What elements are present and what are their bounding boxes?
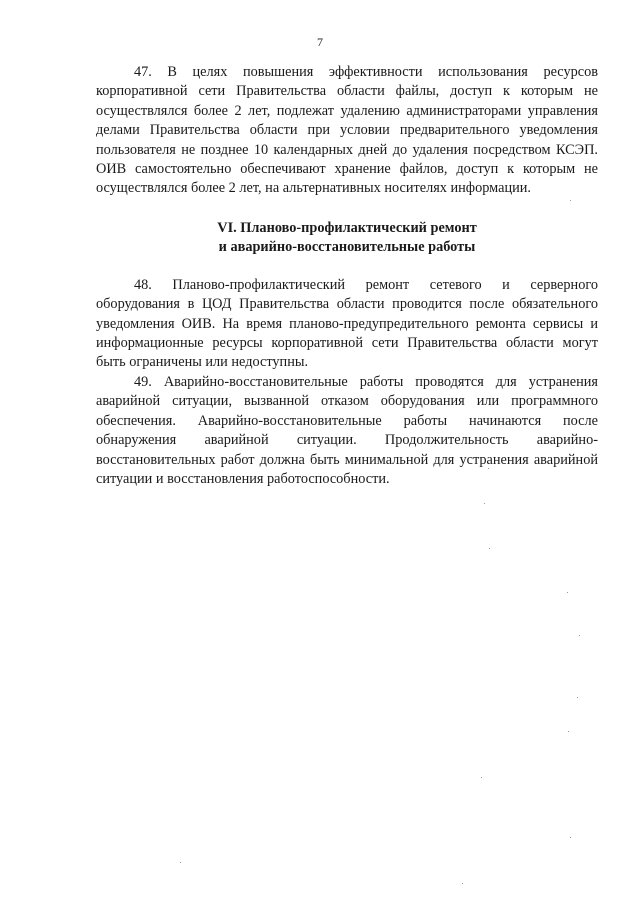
scan-speck — [462, 883, 463, 884]
scan-speck — [180, 862, 181, 863]
section-heading — [96, 219, 598, 257]
paragraph-49: 49. Аварийно-восстановительные работы проводятся для устранения аварийной ситуации, вызванной отказом оборудования или программного обеспечения. Аварийно-восстановительные работы начинаются после обнаружения аварийной ситуации. Продолжительность аварийно-восстановительных работ должна быть минимальной для устранения аварийной ситуации и восстановления работоспособности. — [96, 373, 598, 487]
scan-speck — [481, 777, 482, 778]
scan-speck — [568, 731, 569, 732]
scan-speck — [570, 200, 571, 201]
section-title-line-2: и аварийно-восстановительные работы — [218, 238, 476, 255]
paragraph-47: 47. В целях повышения эффективности использования ресурсов корпоративной сети Правительства области файлы, доступ к которым не осуществлялся более 2 лет, подлежат удалению администраторами управления делами Правительства области при условии предварительного уведомления пользователя не позднее 10 календарных дней до удаления посредством КСЭП. ОИВ самостоятельно обеспечивают хранение файлов, доступ к которым не осуществлялся более 2 лет, на альтернативных носителях информации. — [96, 64, 598, 197]
scan-speck — [570, 837, 571, 838]
section-title-line-1: VI. Планово-профилактический ремонт — [217, 219, 477, 236]
page-number: 7 — [317, 35, 323, 49]
scan-speck — [489, 548, 490, 549]
paragraph-48: 48. Планово-профилактический ремонт сетевого и серверного оборудования в ЦОД Правительства области проводится после обязательного уведомления ОИВ. На время планово-предупредительного ремонта сервисы и информационные ресурсы корпоративной сети Правительства области могут быть ограничены или недоступны. — [96, 276, 598, 371]
document-body — [96, 63, 598, 489]
scan-speck — [488, 468, 489, 469]
scan-speck — [577, 697, 578, 698]
scan-speck — [567, 592, 568, 593]
scan-speck — [484, 503, 485, 504]
scan-speck — [579, 635, 580, 636]
